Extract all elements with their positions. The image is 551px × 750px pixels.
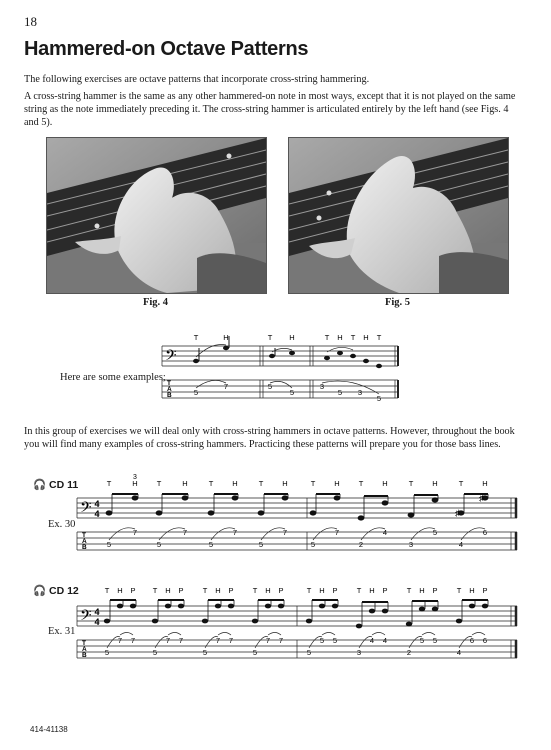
- tab-numbers: [194, 382, 381, 403]
- figure-5-caption: Fig. 5: [384, 297, 411, 308]
- tab-number: 5: [152, 648, 158, 657]
- tab-number: 7: [132, 528, 138, 537]
- technique-mark: P: [278, 586, 284, 595]
- technique-mark: H: [117, 586, 123, 595]
- technique-marks: [105, 586, 488, 595]
- technique-mark: H: [132, 479, 138, 488]
- tab-number: 2: [406, 648, 412, 657]
- technique-mark: H: [319, 586, 325, 595]
- tab-number: 6: [482, 636, 488, 645]
- exercise-31-notation: [75, 584, 520, 679]
- footer-catalog-number: 414-41138: [30, 725, 68, 734]
- technique-mark: H: [382, 479, 388, 488]
- tab-number: 5: [193, 388, 199, 397]
- tab-letter: A: [167, 386, 172, 393]
- tab-number: 5: [419, 636, 425, 645]
- technique-mark: H: [369, 586, 375, 595]
- tab-number: 4: [369, 636, 375, 645]
- technique-mark: H: [419, 586, 425, 595]
- tab-number: 7: [278, 636, 284, 645]
- technique-mark: P: [130, 586, 136, 595]
- technique-mark: H: [232, 479, 238, 488]
- technique-mark: T: [406, 586, 412, 595]
- time-signature-bottom: 4: [94, 617, 100, 627]
- tab-number: 4: [382, 636, 388, 645]
- cd-11-label: [33, 478, 78, 491]
- tab-number: 5: [310, 540, 316, 549]
- time-signature-top: 4: [94, 499, 100, 509]
- intro-paragraph: The following exercises are octave patterns that incorporate cross-string hammering.: [24, 74, 370, 85]
- technique-mark: T: [458, 479, 464, 488]
- tab-number: 7: [232, 528, 238, 537]
- tab-letter: T: [82, 532, 86, 539]
- tab-number: 5: [258, 540, 264, 549]
- technique-mark: H: [337, 333, 343, 342]
- tab-number: 3: [319, 382, 325, 391]
- technique-mark: H: [265, 586, 271, 595]
- cd-number: CD 11: [49, 479, 79, 491]
- tab-letter: A: [82, 646, 87, 653]
- technique-mark: T: [324, 333, 330, 342]
- headphones-icon: 🎧: [33, 479, 47, 491]
- tab-number: 3: [357, 388, 363, 397]
- bass-clef-icon: 𝄢: [80, 607, 92, 627]
- fingering-number: 3: [133, 474, 137, 481]
- tab-number: 7: [334, 528, 340, 537]
- time-signature-bottom: 4: [94, 509, 100, 519]
- tab-number: 5: [306, 648, 312, 657]
- examples-notation: [160, 328, 400, 408]
- technique-mark: T: [306, 586, 312, 595]
- tab-number: 5: [106, 540, 112, 549]
- tab-letter: T: [167, 380, 171, 387]
- technique-mark: P: [482, 586, 488, 595]
- tab-letter: A: [82, 538, 87, 545]
- tab-number: 4: [382, 528, 388, 537]
- tab-numbers: [105, 636, 487, 657]
- tab-staff: [77, 640, 517, 658]
- technique-mark: T: [358, 479, 364, 488]
- tab-letters: [167, 380, 172, 399]
- tab-staff: [77, 532, 517, 550]
- technique-mark: T: [208, 479, 214, 488]
- technique-mark: H: [165, 586, 171, 595]
- sharp-icon: ♯: [479, 493, 484, 503]
- technique-mark: T: [258, 479, 264, 488]
- bass-clef-icon: 𝄢: [165, 347, 177, 367]
- technique-mark: P: [228, 586, 234, 595]
- page-number: 18: [24, 14, 37, 29]
- tab-number: 6: [469, 636, 475, 645]
- technique-mark: T: [152, 586, 158, 595]
- tab-number: 7: [265, 636, 271, 645]
- tab-number: 7: [282, 528, 288, 537]
- tab-number: 5: [252, 648, 258, 657]
- technique-mark: H: [469, 586, 475, 595]
- figure-4-photo: [46, 137, 267, 294]
- technique-mark: T: [202, 586, 208, 595]
- tab-number: 7: [130, 636, 136, 645]
- technique-mark: H: [289, 333, 295, 342]
- technique-mark: H: [482, 479, 488, 488]
- notes: [104, 600, 488, 628]
- technique-mark: P: [332, 586, 338, 595]
- tab-number: 6: [482, 528, 488, 537]
- tab-number: 7: [165, 636, 171, 645]
- technique-mark: T: [456, 586, 462, 595]
- technique-mark: H: [363, 333, 369, 342]
- tab-number: 5: [376, 394, 382, 403]
- time-signature-top: 4: [94, 607, 100, 617]
- time-signature: [94, 499, 99, 519]
- group-paragraph: In this group of exercises we will deal only with cross-string hammers in octave patterns. However, throughout the book you will find many examples of cross-string hammers. Practicing these patterns will prepare you for those bass lines.: [24, 426, 515, 450]
- technique-mark: T: [408, 479, 414, 488]
- technique-mark: H: [215, 586, 221, 595]
- technique-mark: T: [310, 479, 316, 488]
- tab-letters: [82, 640, 87, 659]
- tab-number: 7: [182, 528, 188, 537]
- tab-numbers: [107, 528, 487, 549]
- cd-number: CD 12: [49, 585, 79, 597]
- headphones-icon: 🎧: [33, 585, 47, 597]
- tab-letter: B: [82, 544, 87, 551]
- hand-on-fretboard-image: [289, 138, 508, 293]
- exercise-30-notation: [75, 470, 520, 565]
- tab-letter: T: [82, 640, 86, 647]
- technique-mark: T: [376, 333, 382, 342]
- tab-number: 7: [117, 636, 123, 645]
- technique-mark: H: [334, 479, 340, 488]
- technique-mark: H: [432, 479, 438, 488]
- sharp-icon: ♯: [455, 508, 460, 518]
- tab-number: 5: [432, 636, 438, 645]
- tab-number: 3: [356, 648, 362, 657]
- tab-number: 5: [319, 636, 325, 645]
- technique-mark: T: [267, 333, 273, 342]
- technique-mark: T: [193, 333, 199, 342]
- technique-mark: H: [282, 479, 288, 488]
- tab-number: 5: [337, 388, 343, 397]
- tab-number: 7: [178, 636, 184, 645]
- tab-number: 5: [267, 382, 273, 391]
- tab-number: 4: [458, 540, 464, 549]
- technique-mark: T: [350, 333, 356, 342]
- technique-mark: T: [252, 586, 258, 595]
- bass-clef-icon: 𝄢: [80, 499, 92, 519]
- technique-mark: P: [382, 586, 388, 595]
- technique-mark: T: [156, 479, 162, 488]
- exercise-30-label: Ex. 30: [48, 519, 76, 530]
- figure-5-photo: [288, 137, 509, 294]
- bass-staff: [77, 606, 517, 626]
- page-title: Hammered-on Octave Patterns: [24, 38, 309, 60]
- exercise-31-label: Ex. 31: [48, 626, 76, 637]
- tab-letter: B: [167, 392, 172, 399]
- figure-4-caption: Fig. 4: [142, 297, 169, 308]
- technique-mark: H: [223, 333, 229, 342]
- tab-number: 7: [228, 636, 234, 645]
- technique-mark: H: [182, 479, 188, 488]
- cd-12-label: [33, 584, 79, 597]
- technique-mark: T: [356, 586, 362, 595]
- tab-number: 7: [223, 382, 229, 391]
- tab-number: 5: [432, 528, 438, 537]
- technique-marks: [194, 333, 382, 342]
- tab-number: 5: [289, 388, 295, 397]
- bass-staff: [77, 498, 517, 518]
- technique-marks: [107, 479, 488, 488]
- technique-mark: T: [104, 586, 110, 595]
- tab-number: 2: [358, 540, 364, 549]
- technique-mark: P: [432, 586, 438, 595]
- tab-letter: B: [82, 652, 87, 659]
- tab-number: 5: [332, 636, 338, 645]
- tab-letters: [82, 532, 87, 551]
- tab-number: 5: [156, 540, 162, 549]
- examples-label: Here are some examples;: [60, 372, 166, 383]
- time-signature: [94, 607, 99, 627]
- technique-mark: P: [178, 586, 184, 595]
- tab-number: 5: [208, 540, 214, 549]
- tab-number: 3: [408, 540, 414, 549]
- tab-number: 7: [215, 636, 221, 645]
- tab-number: 5: [202, 648, 208, 657]
- tab-number: 5: [104, 648, 110, 657]
- hand-on-fretboard-image: [47, 138, 266, 293]
- explanation-paragraph: A cross-string hammer is the same as any other hammered-on note in most ways, except that it is not played on the same string as the note immediately preceding it. The cross-string hammer is articulated entirely by the left hand (see Figs. 4 and 5).: [24, 91, 516, 128]
- tab-number: 4: [456, 648, 462, 657]
- technique-mark: T: [106, 479, 112, 488]
